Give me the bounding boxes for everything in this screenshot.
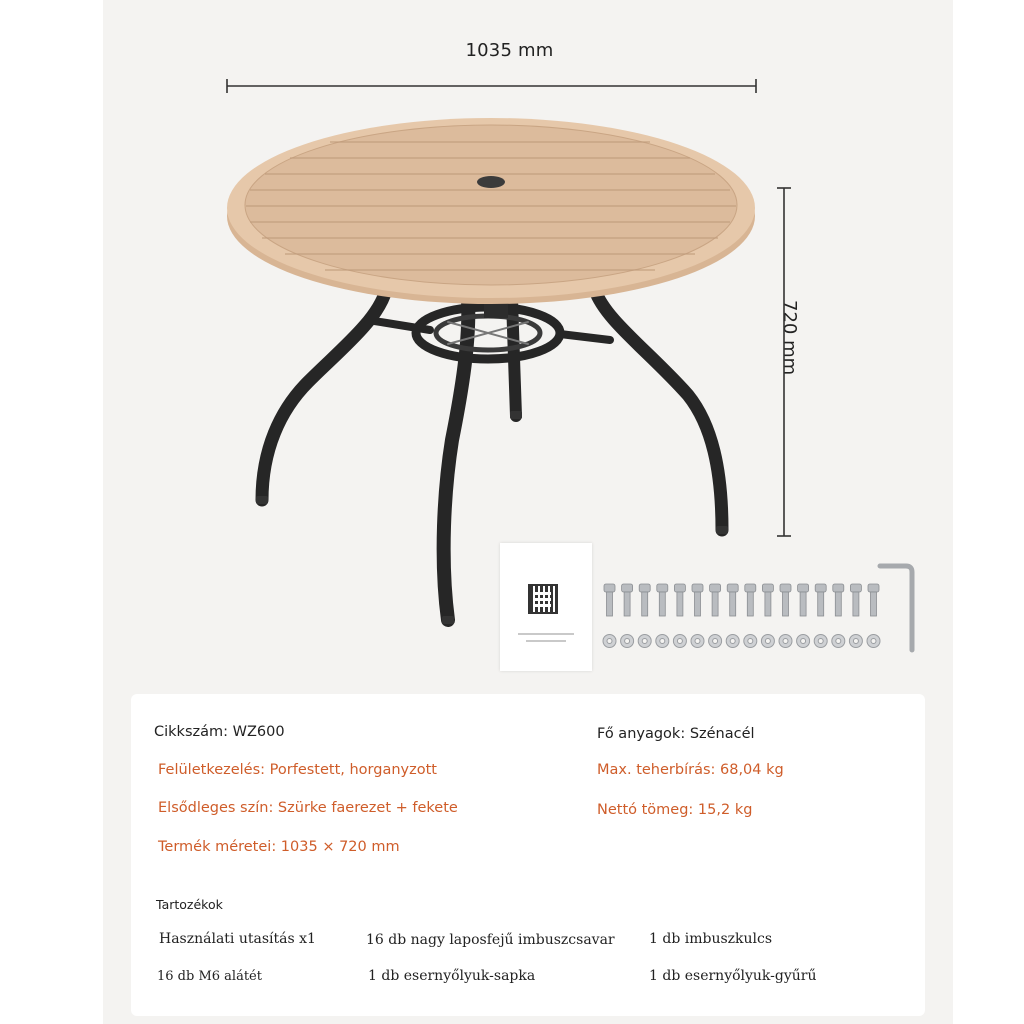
screw-icon [833,584,844,616]
table-top [227,118,755,304]
screw-icon [798,584,809,616]
screw-icon [692,584,703,616]
height-dimension-label: 720 mm [779,300,800,376]
screw-icon [622,584,633,616]
screw-icon [727,584,738,616]
spec-net-weight: Nettó tömeg: 15,2 kg [597,802,753,818]
manual-caption-line [518,633,574,635]
screw-icon [850,584,861,616]
washer-icon [603,635,880,648]
screw-icon [868,584,879,616]
leg-feet [256,411,728,624]
spec-material: Fő anyagok: Szénacél [597,726,755,742]
height-dimension-line [777,188,791,536]
screw-icon [710,584,721,616]
screw-icon [815,584,826,616]
screw-icon [604,584,615,616]
spec-max-load: Max. teherbírás: 68,04 kg [597,762,784,778]
accessory-item: 16 db M6 alátét [157,969,262,984]
allen-key-icon [880,566,912,650]
umbrella-hole-icon [477,176,505,188]
accessories-heading: Tartozékok [156,897,223,912]
accessory-item: 1 db esernyőlyuk-sapka [368,968,536,984]
spec-sku: Cikkszám: WZ600 [154,724,285,740]
spec-color: Elsődleges szín: Szürke faerezet + fekete [158,800,458,816]
width-dimension-line [227,79,756,93]
accessory-item: Használati utasítás x1 [159,931,316,947]
screw-icon [780,584,791,616]
accessory-item: 16 db nagy laposfejű imbuszcsavar [366,932,615,948]
screw-icon [674,584,685,616]
table-frame [262,290,722,620]
accessory-item: 1 db esernyőlyuk-gyűrű [649,968,817,984]
qr-code-icon [530,586,556,612]
accessory-item: 1 db imbuszkulcs [649,931,773,947]
screw-icon [604,584,879,616]
instruction-manual [500,543,592,671]
screw-icon [745,584,756,616]
screw-icon [762,584,773,616]
spec-surface: Felületkezelés: Porfestett, horganyzott [158,762,437,778]
screw-icon [639,584,650,616]
spec-size: Termék méretei: 1035 × 720 mm [158,839,400,855]
width-dimension-label: 1035 mm [465,40,554,61]
manual-caption-line [526,640,566,642]
screw-icon [657,584,668,616]
